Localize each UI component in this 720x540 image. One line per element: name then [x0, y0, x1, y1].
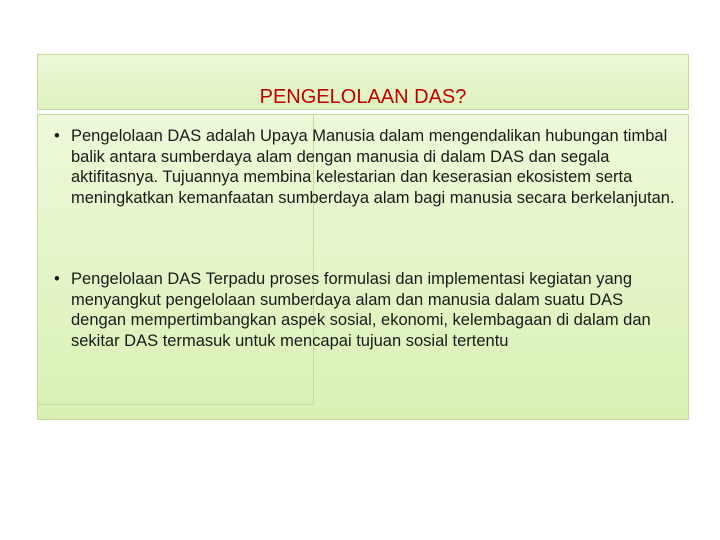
title-box: [37, 54, 689, 110]
bullet-text: Pengelolaan DAS Terpadu proses formulasi dan implementasi kegiatan yang menyangkut pengelolaan sumberdaya alam dan manusia dalam suatu DAS dengan mempertimbangkan aspek sosial, ekonomi, kelembagaan di dalam dan sekitar DAS termasuk untuk mencapai tujuan sosial tertentu: [71, 270, 651, 350]
bullet-icon: •: [54, 270, 60, 288]
slide-title: PENGELOLAAN DAS?: [259, 86, 467, 108]
bullet-text: Pengelolaan DAS adalah Upaya Manusia dalam mengendalikan hubungan timbal balik antara sumberdaya alam dengan manusia di dalam DAS dan segala aktifitasnya. Tujuannya membina kelestarian dan keserasian ekosistem serta meningkatkan kemanfaatan sumberdaya alam bagi manusia secara berkelanjutan.: [71, 127, 675, 207]
bullet-icon: •: [54, 127, 60, 145]
bullet-item: [54, 126, 678, 208]
bullet-item: [54, 269, 678, 351]
content-box: [37, 114, 689, 420]
